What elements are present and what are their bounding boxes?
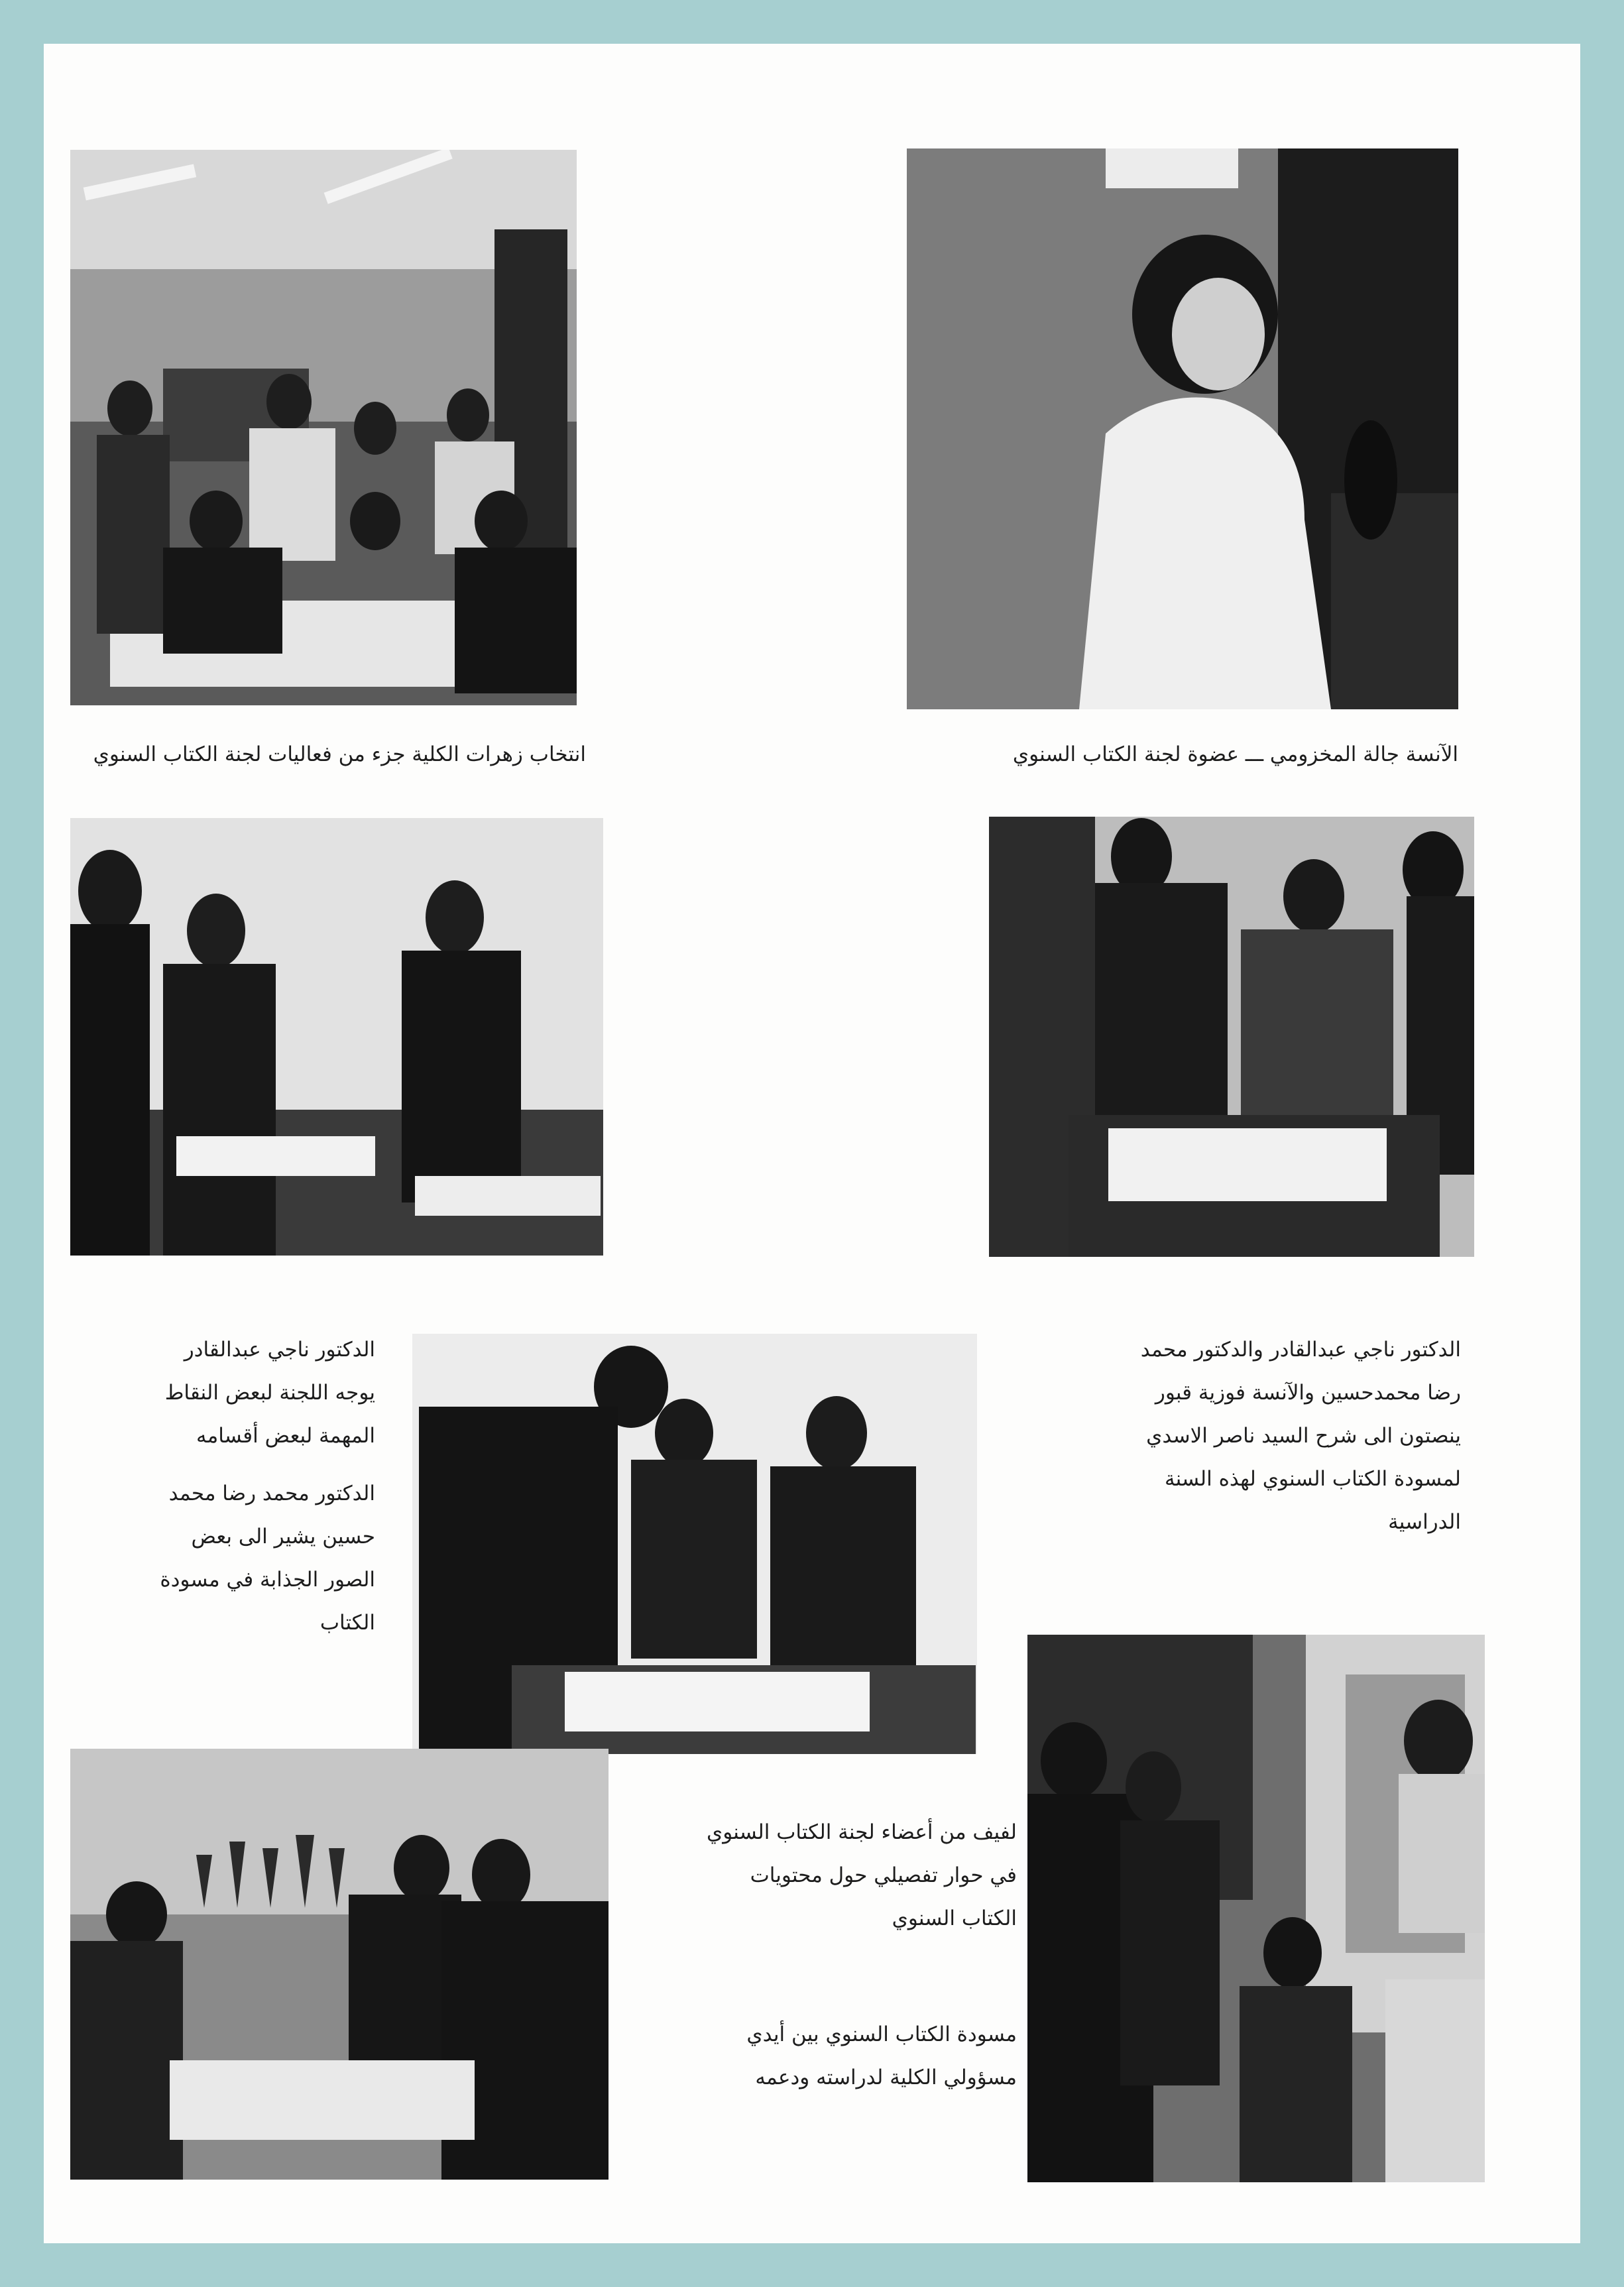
yearbook-page — [44, 44, 1580, 2243]
caption-photo-committee-group: انتخاب زهرات الكلية جزء من فعاليات لجنة الكتاب السنوي — [93, 742, 586, 766]
caption-photo-men-pointing-at-draft: الدكتور ناجي عبدالقادر يوجه اللجنة لبعض النقاط المهمة لبعض أقسامه الدكتور محمد رضا محمد حسين يشير الى بعض الصور الجذابة في مسودة الكتاب — [160, 1338, 375, 1635]
caption-photo-group-reviewing-documents: الدكتور ناجي عبدالقادر والدكتور محمد رضا محمدحسين والآنسة فوزية قبور ينصتون الى شرح السيد ناصر الاسدي لمسودة الكتاب السنوي لهذه السنة الدراسية — [1140, 1338, 1461, 1534]
photo-men-pointing-at-draft — [412, 1334, 977, 1754]
caption-photo-committee-discussion: لفيف من أعضاء لجنة الكتاب السنوي في حوار تفصيلي حول محتويات الكتاب السنوي مسودة الكتاب السنوي بين أيدي مسؤولي الكلية لدراسته ودعمه — [707, 1820, 1017, 2089]
photo-group-reviewing-documents — [989, 817, 1474, 1257]
photo-woman-telephone — [907, 148, 1458, 709]
photo-committee-with-trophies — [70, 1749, 609, 2180]
photo-committee-group — [70, 150, 577, 705]
caption-photo-woman-telephone: الآنسة جالة المخزومي ـــ عضوة لجنة الكتاب السنوي — [1012, 742, 1458, 766]
photo-three-men-desk — [70, 818, 603, 1256]
photo-committee-discussion — [1027, 1635, 1485, 2182]
